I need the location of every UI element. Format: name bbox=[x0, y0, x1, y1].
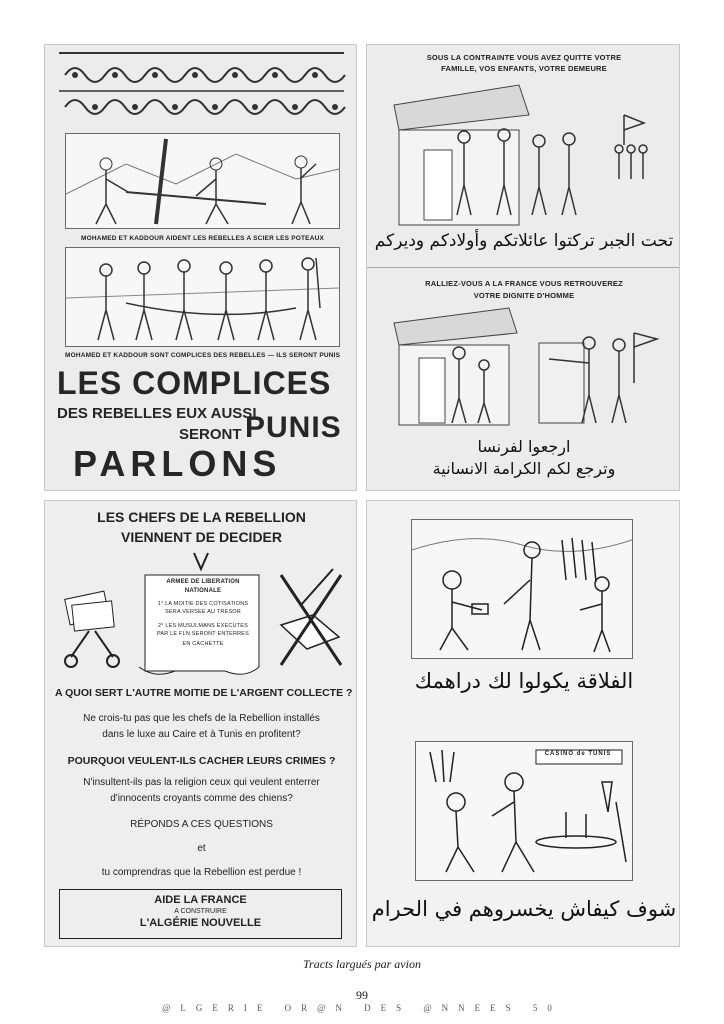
arabic-rally-1: ارجعوا لفرنسا bbox=[477, 437, 571, 456]
page-number: 99 bbox=[356, 988, 368, 1002]
slogan-box bbox=[59, 889, 342, 939]
caption-constraint-2: FAMILLE, VOS ENFANTS, VOTRE DEMEURE bbox=[441, 64, 607, 73]
leaflet-accomplices bbox=[44, 44, 357, 491]
illustration-casino bbox=[415, 741, 633, 881]
caption-sawing: MOHAMED ET KADDOUR AIDENT LES REBELLES A SCIER LES POTEAUX bbox=[80, 235, 325, 242]
casino-sign: CASINO de TUNIS bbox=[544, 751, 612, 757]
running-title: @LGERIE OR@N DES @NNEES 50 bbox=[162, 1003, 562, 1013]
text-lost: tu comprendras que la Rebellion est perdue ! bbox=[101, 867, 302, 878]
headline-des-rebelles: DES REBELLES EUX AUSSI bbox=[57, 405, 257, 422]
scroll-line-5: 2° LES MUSULMANS EXECUTES bbox=[157, 623, 249, 629]
figure-caption: Tracts largués par avion bbox=[303, 957, 421, 971]
text-answer: RÉPONDS A CES QUESTIONS bbox=[130, 819, 273, 830]
title-chiefs: LES CHEFS DE LA REBELLION bbox=[97, 509, 306, 525]
scroll-line-6: PAR LE FLN SERONT ENTERRES bbox=[156, 631, 250, 637]
scroll-line-3: 1° LA MOITIE DES COTISATIONS bbox=[157, 601, 249, 607]
arabic-rally-2: وترجع لكم الكرامة الانسانية bbox=[432, 459, 616, 478]
text-and: et bbox=[197, 843, 206, 854]
caption-constraint-1: SOUS LA CONTRAINTE VOUS AVEZ QUITTE VOTRE bbox=[426, 53, 622, 62]
caption-accomplices: MOHAMED ET KADDOUR SONT COMPLICES DES REBELLES — ILS SERONT PUNIS bbox=[65, 352, 341, 359]
caption-rally-2: VOTRE DIGNITE D'HOMME bbox=[473, 291, 575, 300]
headline-parlons: PARLONS bbox=[73, 443, 282, 484]
crossed-grave-icon bbox=[273, 565, 349, 675]
divider bbox=[367, 267, 680, 268]
arabic-casino: شوف كيفاش يخسروهم في الحرام bbox=[371, 897, 677, 921]
question-crimes: POURQUOI VEULENT-ILS CACHER LEURS CRIMES ? bbox=[67, 755, 336, 767]
arabic-constraint: تحت الجبر تركتوا عائلاتكم وأولادكم وديركم bbox=[374, 231, 674, 251]
leaflet-rebellion-chiefs bbox=[44, 500, 357, 947]
text-religion-1: N'insultent-ils pas la religion ceux qui veulent enterrer bbox=[83, 777, 320, 788]
slogan-line-3: L'ALGÉRIE NOUVELLE bbox=[139, 917, 262, 929]
headline-punis: PUNIS bbox=[245, 411, 342, 444]
text-luxury-2: dans le luxe au Caire et à Tunis en profitent? bbox=[102, 729, 301, 740]
arabic-fellagha: الفلاقة يكولوا لك دراهمك bbox=[414, 669, 634, 693]
question-money: A QUOI SERT L'AUTRE MOITIE DE L'ARGENT COLLECTE ? bbox=[55, 687, 353, 699]
slogan-line-1: AIDE LA FRANCE bbox=[154, 894, 247, 906]
ornamental-border bbox=[55, 49, 348, 125]
leaflet-casino bbox=[366, 500, 680, 947]
illustration-fellagha-money bbox=[411, 519, 633, 659]
title-decided: VIENNENT DE DECIDER bbox=[120, 529, 283, 545]
caption-rally-1: RALLIEZ-VOUS A LA FRANCE VOUS RETROUVEREZ bbox=[425, 279, 623, 288]
money-scissors-icon bbox=[59, 587, 125, 669]
illustration-return-home bbox=[389, 303, 661, 428]
scroll-line-4: SERA VERSEE AU TRESOR bbox=[165, 609, 241, 615]
illustration-leaving-family bbox=[389, 75, 661, 230]
illustration-sawing-poles bbox=[65, 133, 340, 229]
scroll-line-1: ARMEE DE LIBERATION bbox=[166, 579, 240, 585]
text-luxury-1: Ne crois-tu pas que les chefs de la Rebellion installés bbox=[83, 713, 320, 724]
slogan-line-2: A CONSTRUIRE bbox=[174, 908, 227, 915]
leaflet-rally-to-france bbox=[366, 44, 680, 491]
arrow-icon bbox=[191, 551, 211, 573]
headline-complices: LES COMPLICES bbox=[57, 365, 332, 401]
scroll-line-7: EN CACHETTE bbox=[182, 641, 224, 647]
headline-seront: SERONT bbox=[179, 426, 242, 443]
illustration-prisoners bbox=[65, 247, 340, 347]
text-religion-2: d'innocents croyants comme des chiens? bbox=[110, 793, 293, 804]
scroll-line-2: NATIONALE bbox=[184, 588, 222, 594]
